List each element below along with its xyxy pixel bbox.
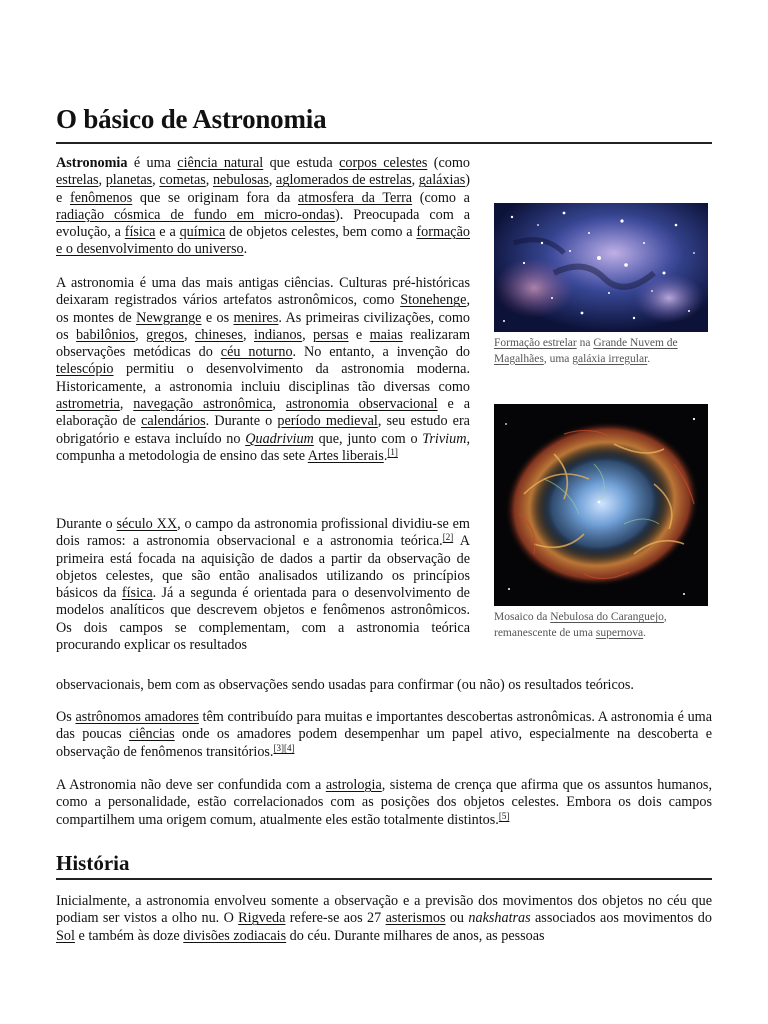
link-telescopio[interactable]: telescópio [56,361,114,378]
historia-paragraph [56,893,712,945]
text: , [205,172,213,189]
branches-paragraph-continued [56,677,712,694]
title-rule [56,142,712,144]
text: Os [56,709,76,725]
link-babilonios[interactable]: babilônios [76,326,136,343]
link-ciencia-natural[interactable]: ciência natural [177,155,264,171]
reference-3[interactable]: [3] [273,742,284,753]
text: . [383,447,388,464]
reference-2[interactable]: [2] [442,532,454,543]
text: do céu. Durante milhares de anos, as pessoas [286,927,545,944]
text: Durante o [56,516,117,532]
text: e a [155,224,180,241]
text: , [272,396,286,413]
text: , remanescente de uma [494,611,667,639]
figure-1-caption [494,336,708,367]
text: na [576,337,594,349]
link-rigveda[interactable]: Rigveda [238,910,286,927]
text: e a elaboração de [56,396,470,430]
text: . [243,241,248,258]
page-title: O básico de Astronomia [56,104,327,134]
text: . [647,352,651,365]
text: A primeira está focada na aquisição de dados a partir da observação de objetos celestes, que são então analisados utilizando os princípios básicos da [56,533,470,602]
link-asterismos[interactable]: asterismos [385,910,446,927]
link-astronomia-observacional[interactable]: astronomia observacional [285,396,438,413]
text: . [643,626,646,639]
link-stonehenge[interactable]: Stonehenge [400,292,467,309]
section-heading-historia: História [56,851,130,875]
text: , [411,172,419,189]
text: Mosaico da [494,611,551,623]
link-gregos[interactable]: gregos [146,326,184,343]
link-galaxia-irregular[interactable]: galáxia irregular [572,352,648,365]
text: (como [427,155,470,171]
link-artes-liberais[interactable]: Artes liberais [307,447,384,464]
section-rule [56,878,712,880]
text: , [183,326,195,343]
history-overview-paragraph [56,275,470,465]
link-fisica-2[interactable]: física [121,585,153,602]
link-sol[interactable]: Sol [56,927,75,944]
astrology-paragraph [56,777,712,829]
link-astrometria[interactable]: astrometria [56,396,120,413]
text: permitiu o desenvolvimento da astronomia moderna. Historicamente, a astronomia incluiu disciplinas tão diversas como [56,361,470,395]
term-astronomia: Astronomia [56,155,128,171]
text: , seu estudo era obrigatório e estava incluído no [56,413,470,447]
link-grande-nuvem[interactable]: Grande Nuvem de Magalhães [494,337,678,365]
text: , [135,326,147,343]
text: (como a [412,189,470,206]
star-formation-image[interactable] [494,203,708,332]
text: . Durante o [205,413,278,430]
text: , [152,172,160,189]
text: ) e [56,172,471,206]
text: onde os amadores podem desempenhar um papel ativo, especialmente na descoberta e observação de fenômenos transitórios. [56,726,713,760]
link-supernova[interactable]: supernova [595,626,644,639]
text: , [243,326,254,343]
branches-paragraph [56,516,470,654]
link-navegacao[interactable]: navegação astronômica [133,396,273,413]
link-nebulosas[interactable]: nebulosas [212,172,269,189]
text: , compunha a metodologia de ensino das sete [56,430,470,464]
text: , o campo da astronomia profissional dividiu-se em dois ramos: a astronomia observacional e a astronomia teórica. [56,516,470,550]
text: . No entanto, a invenção do [292,344,471,361]
link-corpos-celestes[interactable]: corpos celestes [339,155,428,171]
link-quimica[interactable]: química [179,224,226,241]
text: ou [445,910,469,927]
link-aglomerados[interactable]: aglomerados de estrelas [276,172,412,189]
link-chineses[interactable]: chineses [194,326,244,343]
link-persas[interactable]: persas [313,326,349,343]
text: que estuda [263,155,340,171]
link-astrologia[interactable]: astrologia [325,777,382,793]
link-nebulosa-caranguejo[interactable]: Nebulosa do Caranguejo [550,611,664,623]
link-ciencias[interactable]: ciências [128,726,175,743]
link-periodo-medieval[interactable]: período medieval [277,413,378,430]
text: observacionais, bem com as observações sendo usadas para confirmar (ou não) os resultados teóricos. [56,677,634,693]
text: refere-se aos 27 [285,910,386,927]
reference-4[interactable]: [4] [283,742,295,753]
text: que se originam fora da [132,189,298,206]
link-seculo-xx[interactable]: século XX [116,516,178,532]
text: , [302,326,314,343]
link-astronomos-amadores[interactable]: astrônomos amadores [75,709,199,725]
text: . Já a segunda é orientada para o desenvolvimento de modelos analíticos que descrevem objetos e fenômenos astronômicos. Os dois campos se complementam, com a astronomia teórica procurando explicar os resultados [56,585,470,654]
link-fisica[interactable]: física [124,224,156,241]
link-quadrivium[interactable]: Quadrivium [245,430,314,447]
text: A Astronomia não deve ser confundida com a [56,777,326,793]
crab-nebula-image[interactable] [494,404,708,606]
text: , [119,396,134,413]
text: têm contribuído para muitas e importantes descobertas astronômicas. A astronomia é uma das poucas [56,709,712,743]
link-ceu-noturno[interactable]: céu noturno [220,344,293,361]
link-newgrange[interactable]: Newgrange [136,309,202,326]
term-trivium: Trivium [422,430,467,447]
text: , os montes de [56,292,470,326]
reference-1[interactable]: [1] [387,446,398,457]
link-planetas[interactable]: planetas [105,172,153,189]
term-nakshatras: nakshatras [468,910,531,927]
link-cometas[interactable]: cometas [159,172,206,189]
text: . As primeiras civilizações, como os [56,309,470,343]
text: , sistema de crença que afirma que os assuntos humanos, como a personalidade, estão correlacionados com as posições dos objetos celestes. Embora os dois campos compartilhem uma origem comum, atualmente eles estão totalmente distintos. [56,777,712,828]
text: e também às doze [74,927,184,944]
text: Inicialmente, a astronomia envolveu somente a observação e a previsão dos movimentos dos objetos no céu que podiam ser vistos a olho nu. O [56,893,712,927]
text: ). Preocupada com a evolução, a [56,206,470,241]
text: de objetos celestes, bem como a [225,224,417,241]
link-fenomenos[interactable]: fenômenos [69,189,133,206]
link-galaxias[interactable]: galáxias [418,172,466,189]
link-formacao-estrelar[interactable]: Formação estrelar [494,337,577,349]
text: que, junto com o [313,430,423,447]
text: e os [201,309,234,326]
reference-5[interactable]: [5] [498,810,510,821]
text: , uma [543,352,573,365]
text: realizaram observações metódicas do [56,326,471,361]
text: e [348,326,370,343]
text: , [98,172,106,189]
link-calendarios[interactable]: calendários [141,413,206,430]
link-estrelas[interactable]: estrelas [56,172,99,189]
text: é uma [127,155,178,171]
text: , [268,172,277,189]
intro-paragraph [56,155,470,259]
figure-star-formation [494,203,708,367]
amateurs-paragraph [56,709,712,761]
link-divisoes-zodiacais[interactable]: divisões zodiacais [183,927,287,944]
figure-2-caption [494,610,708,641]
link-formacao-universo[interactable]: formação e o desenvolvimento do universo [56,224,470,258]
text: A astronomia é uma das mais antigas ciências. Culturas pré-históricas deixaram registrados vários artefatos astronômicos, como [56,275,470,309]
text: associados aos movimentos do [530,910,712,927]
link-maias[interactable]: maias [369,326,403,343]
link-menires[interactable]: menires [233,309,279,326]
link-radiacao[interactable]: radiação cósmica de fundo em micro-ondas [56,206,335,223]
link-atmosfera[interactable]: atmosfera da Terra [297,189,413,206]
link-indianos[interactable]: indianos [253,326,303,343]
figure-crab-nebula [494,404,708,641]
